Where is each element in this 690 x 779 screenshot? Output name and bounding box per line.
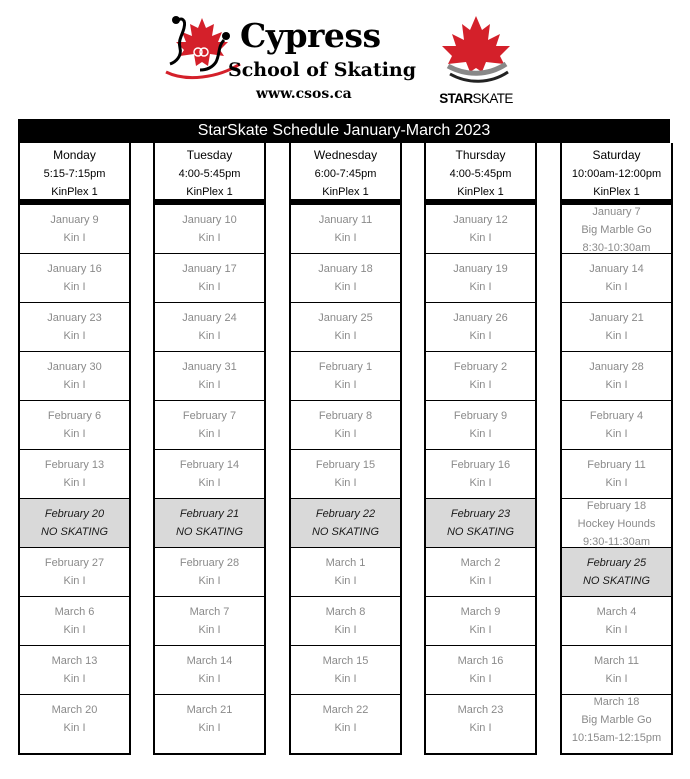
- session-date: January 30: [47, 361, 102, 373]
- session-venue: Kin I: [605, 281, 628, 293]
- starskate-logo: [428, 14, 528, 108]
- session-cell: [562, 253, 671, 302]
- session-cell: [20, 596, 129, 645]
- session-venue: Kin I: [334, 722, 357, 734]
- session-venue: Kin I: [63, 477, 86, 489]
- session-location: KinPlex 1: [593, 186, 640, 198]
- session-venue: Kin I: [605, 624, 628, 636]
- session-cell: [562, 400, 671, 449]
- session-cell: [20, 547, 129, 596]
- cancelled-session-cell: [291, 498, 400, 547]
- session-date: March 20: [51, 704, 98, 716]
- schedule-title: StarSkate Schedule January-March 2023: [18, 119, 670, 143]
- day-label: Wednesday: [313, 148, 378, 162]
- session-date: February 28: [179, 557, 240, 569]
- session-cell: [291, 645, 400, 694]
- session-venue: Kin I: [198, 379, 221, 391]
- session-date: March 22: [322, 704, 369, 716]
- session-date: January 10: [182, 214, 237, 226]
- session-date: March 2: [460, 557, 501, 569]
- session-venue: Kin I: [469, 477, 492, 489]
- column-header: [155, 143, 264, 204]
- session-venue: Kin I: [605, 379, 628, 391]
- session-time: 5:15-7:15pm: [43, 168, 106, 180]
- day-column-thursday: [424, 143, 537, 755]
- session-date: March 1: [325, 557, 366, 569]
- session-venue: Kin I: [334, 281, 357, 293]
- session-cell: [291, 449, 400, 498]
- session-cell: [155, 400, 264, 449]
- session-location: KinPlex 1: [186, 186, 233, 198]
- session-cell: [20, 694, 129, 743]
- session-date: March 15: [322, 655, 369, 667]
- session-venue: Kin I: [63, 673, 86, 685]
- session-venue: Kin I: [198, 575, 221, 587]
- session-date: January 12: [453, 214, 508, 226]
- session-venue: Kin I: [605, 428, 628, 440]
- cancelled-session-cell: [426, 498, 535, 547]
- column-header: [20, 143, 129, 204]
- session-venue: NO SKATING: [582, 575, 651, 587]
- session-cell: [20, 449, 129, 498]
- maple-leaf-icon: [436, 14, 516, 88]
- school-subtitle: School of Skating: [228, 59, 417, 81]
- session-date: March 9: [460, 606, 501, 618]
- cancelled-session-cell: [20, 498, 129, 547]
- session-venue: NO SKATING: [175, 526, 244, 538]
- day-column-tuesday: [153, 143, 266, 755]
- session-date: March 11: [593, 655, 640, 667]
- session-cell: [426, 400, 535, 449]
- session-cell: [426, 694, 535, 743]
- session-venue: Kin I: [198, 232, 221, 244]
- session-venue: Kin I: [198, 624, 221, 636]
- session-date: January 21: [589, 312, 644, 324]
- session-cell: [291, 302, 400, 351]
- session-cell: [291, 351, 400, 400]
- day-label: Saturday: [592, 148, 641, 162]
- csos-logo: [162, 12, 417, 108]
- session-cell: [426, 547, 535, 596]
- session-date: March 14: [186, 655, 233, 667]
- session-venue: Kin I: [469, 281, 492, 293]
- starskate-part1: STAR: [439, 91, 473, 106]
- day-label: Thursday: [455, 148, 506, 162]
- session-date: March 8: [325, 606, 366, 618]
- session-date: March 7: [189, 606, 230, 618]
- session-venue: Kin I: [469, 673, 492, 685]
- session-venue: Kin I: [469, 379, 492, 391]
- session-date: January 28: [589, 361, 644, 373]
- session-cell: [291, 547, 400, 596]
- session-date: January 14: [589, 263, 644, 275]
- session-venue: Hockey Hounds: [577, 518, 656, 530]
- column-header: [291, 143, 400, 204]
- session-date: February 21: [179, 508, 240, 520]
- session-cell: [155, 449, 264, 498]
- session-date: March 13: [51, 655, 98, 667]
- session-date: February 18: [586, 500, 647, 512]
- session-cell: [155, 204, 264, 253]
- session-date: February 1: [318, 361, 373, 373]
- session-cell: [155, 302, 264, 351]
- session-cell: [426, 645, 535, 694]
- session-venue: Kin I: [198, 428, 221, 440]
- session-cell: [291, 596, 400, 645]
- session-date: February 4: [589, 410, 644, 422]
- session-cell: [562, 694, 671, 743]
- session-time: 6:00-7:45pm: [314, 168, 377, 180]
- session-cell: [291, 400, 400, 449]
- session-cell: [291, 204, 400, 253]
- session-date: January 25: [318, 312, 373, 324]
- session-date: February 2: [453, 361, 508, 373]
- session-venue: Kin I: [605, 330, 628, 342]
- session-cell: [426, 302, 535, 351]
- session-venue: Kin I: [469, 232, 492, 244]
- session-date: February 7: [182, 410, 237, 422]
- session-date: February 22: [315, 508, 376, 520]
- session-venue: Kin I: [334, 624, 357, 636]
- session-cell: [155, 596, 264, 645]
- session-venue: Kin I: [334, 575, 357, 587]
- session-cell: [20, 351, 129, 400]
- session-date: March 16: [457, 655, 504, 667]
- starskate-part2: SKATE: [472, 91, 513, 106]
- session-date: February 25: [586, 557, 647, 569]
- session-venue: Kin I: [198, 281, 221, 293]
- session-venue: Kin I: [334, 232, 357, 244]
- session-date: January 11: [318, 214, 373, 226]
- column-header: [562, 143, 671, 204]
- session-date: January 23: [47, 312, 102, 324]
- session-venue: Kin I: [334, 330, 357, 342]
- session-cell: [20, 400, 129, 449]
- session-location: KinPlex 1: [457, 186, 504, 198]
- session-venue: NO SKATING: [40, 526, 109, 538]
- session-date: March 23: [457, 704, 504, 716]
- session-date: January 17: [182, 263, 237, 275]
- session-venue: Kin I: [334, 673, 357, 685]
- session-venue: Kin I: [469, 575, 492, 587]
- starskate-wordmark: [428, 91, 524, 106]
- session-date: January 7: [592, 206, 641, 218]
- session-date: February 9: [453, 410, 508, 422]
- session-venue: Kin I: [334, 379, 357, 391]
- session-date: March 4: [596, 606, 637, 618]
- session-venue: NO SKATING: [446, 526, 515, 538]
- session-date: February 8: [318, 410, 373, 422]
- session-cell: [426, 351, 535, 400]
- day-label: Tuesday: [186, 148, 233, 162]
- session-venue: Kin I: [469, 624, 492, 636]
- session-venue: Kin I: [63, 624, 86, 636]
- session-time: 10:00am-12:00pm: [571, 168, 662, 180]
- session-cell: [291, 253, 400, 302]
- session-venue: Kin I: [63, 281, 86, 293]
- session-date: January 19: [453, 263, 508, 275]
- school-website: www.csos.ca: [256, 86, 352, 102]
- session-venue: Kin I: [63, 722, 86, 734]
- session-cell: [20, 253, 129, 302]
- cancelled-session-cell: [562, 547, 671, 596]
- session-venue: Kin I: [198, 722, 221, 734]
- school-name: Cypress: [240, 16, 381, 55]
- session-venue: Kin I: [198, 673, 221, 685]
- session-date: January 9: [50, 214, 99, 226]
- session-cell: [562, 645, 671, 694]
- day-label: Monday: [53, 148, 96, 162]
- session-venue: Kin I: [198, 330, 221, 342]
- session-venue: Kin I: [63, 575, 86, 587]
- session-time: 4:00-5:45pm: [449, 168, 512, 180]
- session-cell: [155, 645, 264, 694]
- session-date: January 24: [182, 312, 237, 324]
- session-date: January 18: [318, 263, 373, 275]
- session-venue: Kin I: [63, 428, 86, 440]
- session-date: February 16: [450, 459, 511, 471]
- session-date: February 20: [44, 508, 105, 520]
- session-cell: [562, 449, 671, 498]
- session-cell: [562, 302, 671, 351]
- session-cell: [562, 351, 671, 400]
- session-cell: [155, 351, 264, 400]
- session-date: January 31: [182, 361, 237, 373]
- session-venue: Kin I: [198, 477, 221, 489]
- session-location: KinPlex 1: [51, 186, 98, 198]
- session-venue: Big Marble Go: [581, 714, 652, 726]
- session-cell: [562, 596, 671, 645]
- session-location: KinPlex 1: [322, 186, 369, 198]
- session-date: February 15: [315, 459, 376, 471]
- session-date: January 26: [453, 312, 508, 324]
- session-cell: [20, 302, 129, 351]
- session-date: March 18: [593, 696, 640, 708]
- session-hours: 8:30-10:30am: [582, 242, 651, 253]
- session-date: March 6: [54, 606, 95, 618]
- session-cell: [426, 204, 535, 253]
- session-venue: NO SKATING: [311, 526, 380, 538]
- session-venue: Kin I: [469, 330, 492, 342]
- session-cell: [426, 449, 535, 498]
- session-date: February 6: [47, 410, 102, 422]
- session-venue: Big Marble Go: [581, 224, 652, 236]
- session-venue: Kin I: [63, 379, 86, 391]
- session-cell: [155, 547, 264, 596]
- session-cell: [155, 694, 264, 743]
- session-venue: Kin I: [63, 330, 86, 342]
- cancelled-session-cell: [155, 498, 264, 547]
- session-venue: Kin I: [469, 722, 492, 734]
- session-date: February 13: [44, 459, 105, 471]
- session-cell: [20, 645, 129, 694]
- session-cell: [426, 596, 535, 645]
- session-hours: 10:15am-12:15pm: [571, 732, 662, 743]
- session-hours: 9:30-11:30am: [582, 536, 651, 547]
- session-venue: Kin I: [334, 477, 357, 489]
- session-venue: Kin I: [605, 477, 628, 489]
- session-cell: [562, 498, 671, 547]
- day-column-wednesday: [289, 143, 402, 755]
- session-date: January 16: [47, 263, 102, 275]
- session-date: March 21: [186, 704, 233, 716]
- session-time: 4:00-5:45pm: [178, 168, 241, 180]
- session-venue: Kin I: [469, 428, 492, 440]
- session-venue: Kin I: [334, 428, 357, 440]
- session-date: February 11: [587, 459, 646, 471]
- session-cell: [562, 204, 671, 253]
- session-cell: [20, 204, 129, 253]
- session-date: February 14: [179, 459, 240, 471]
- session-cell: [426, 253, 535, 302]
- session-date: February 23: [450, 508, 511, 520]
- session-venue: Kin I: [605, 673, 628, 685]
- column-header: [426, 143, 535, 204]
- session-venue: Kin I: [63, 232, 86, 244]
- session-cell: [155, 253, 264, 302]
- day-column-monday: [18, 143, 131, 755]
- session-date: February 27: [44, 557, 105, 569]
- session-cell: [291, 694, 400, 743]
- day-column-saturday: [560, 143, 673, 755]
